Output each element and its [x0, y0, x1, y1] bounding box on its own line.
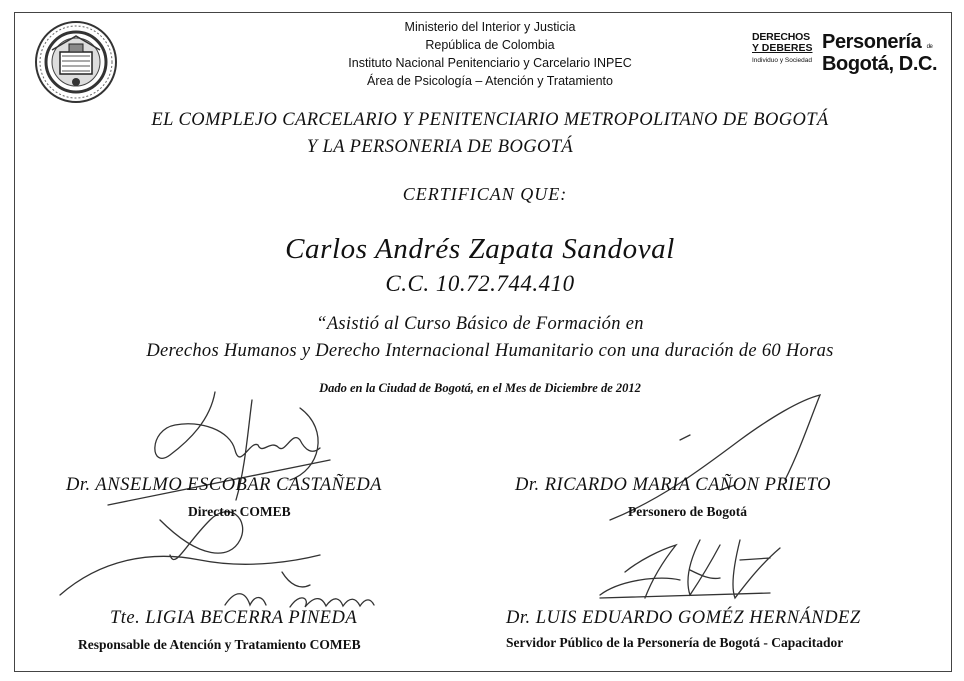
personeria-logo — [752, 30, 942, 80]
recipient-id: C.C. 10.72.744.410 — [385, 271, 575, 296]
course-line2: Derechos Humanos y Derecho Internacional Humanitario con una duración de 60 Horas — [146, 341, 834, 361]
inpec-seal-logo — [34, 20, 118, 104]
logo-deberes: Y DEBERES — [752, 42, 813, 54]
signatory-role-personero: Personero de Bogotá — [628, 504, 747, 519]
institution-header — [300, 18, 680, 90]
issue-date: Dado en la Ciudad de Bogotá, en el Mes de Diciembre de 2012 — [319, 381, 641, 395]
certify-heading: CERTIFICAN QUE: — [402, 184, 568, 204]
issuing-entity-line2: Y LA PERSONERIA DE BOGOTÁ — [306, 137, 574, 157]
signatory-name-responsable: Tte. LIGIA BECERRA PINEDA — [110, 608, 358, 628]
signatory-role-capacitador: Servidor Público de la Personería de Bogotá - Capacitador — [506, 635, 844, 650]
logo-derechos: DERECHOS — [752, 31, 810, 43]
signatory-role-responsable: Responsable de Atención y Tratamiento COMEB — [78, 637, 361, 652]
course-line1: “Asistió al Curso Básico de Formación en — [316, 314, 644, 334]
signatory-name-capacitador: Dr. LUIS EDUARDO GOMÉZ HERNÁNDEZ — [506, 608, 861, 628]
institute-line: Instituto Nacional Penitenciario y Carcelario INPEC — [348, 56, 632, 70]
logo-personeria: Personería de — [822, 31, 933, 53]
signatory-name-personero: Dr. RICARDO MARIA CAÑON PRIETO — [515, 475, 831, 495]
signatory-name-director: Dr. ANSELMO ESCOBAR CASTAÑEDA — [66, 475, 382, 495]
signatory-role-director: Director COMEB — [188, 504, 291, 519]
logo-bogota: Bogotá, D.C. — [822, 53, 938, 75]
issuing-entity-line1: EL COMPLEJO CARCELARIO Y PENITENCIARIO METROPOLITANO DE BOGOTÁ — [151, 110, 829, 130]
ministry-line: Ministerio del Interior y Justicia — [404, 20, 576, 34]
country-line: República de Colombia — [425, 38, 555, 52]
recipient-name: Carlos Andrés Zapata Sandoval — [285, 233, 675, 265]
logo-individuo: Individuo y Sociedad — [752, 57, 812, 64]
department-line: Área de Psicología – Atención y Tratamiento — [367, 74, 613, 88]
